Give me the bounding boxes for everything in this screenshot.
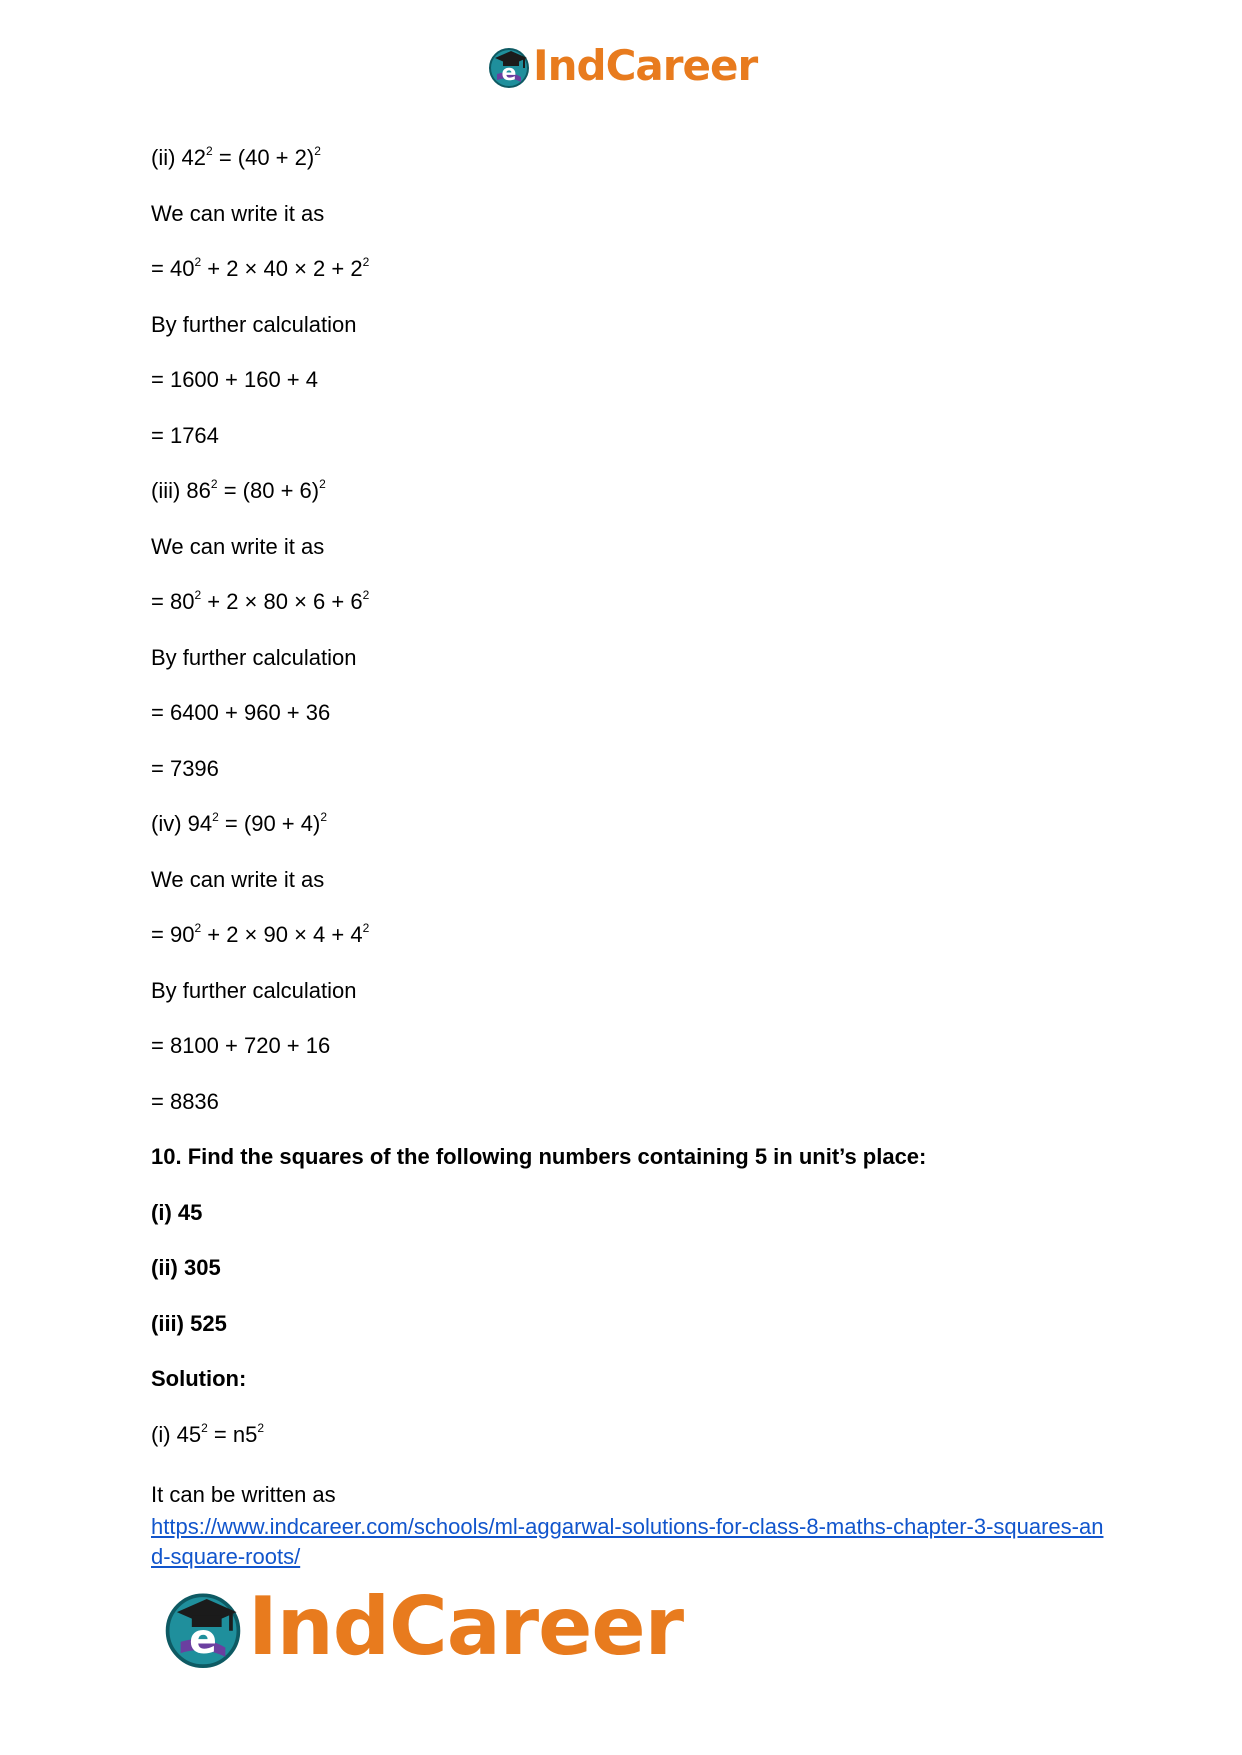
solution-line [151, 143, 1101, 199]
line-text: = 6400 + 960 + 36 [151, 700, 331, 725]
solution-line [151, 976, 1101, 1032]
superscript: 2 [314, 144, 321, 158]
superscript: 2 [210, 477, 218, 491]
line-text: We can write it as [151, 200, 325, 226]
line-text: = (90 + 4) [218, 811, 321, 836]
line-text: = 90 [151, 922, 195, 947]
question-line [151, 1364, 1101, 1420]
solution-line [151, 1031, 1101, 1087]
superscript: 2 [201, 1420, 208, 1435]
solution-line [151, 698, 1101, 754]
superscript: 2 [194, 588, 202, 602]
solution-line [151, 421, 1101, 477]
graduation-globe-icon [487, 44, 531, 88]
solution-line [151, 643, 1101, 699]
solution-line [151, 809, 1101, 865]
superscript: 2 [206, 144, 213, 158]
line-text: + 2 × 80 × 6 + 6 [201, 589, 363, 614]
logo-letter: e [501, 61, 517, 86]
header-logo [487, 40, 757, 92]
superscript: 2 [320, 810, 328, 824]
footer-logo [162, 1582, 683, 1672]
line-text: By further calculation [151, 644, 357, 670]
question-line [151, 1198, 1101, 1254]
line-text: (iii) 86 [151, 478, 211, 503]
line-text: = 7396 [151, 755, 219, 781]
line-text: 10. Find the squares of the following numbers containing 5 in unit’s place: [151, 1144, 927, 1169]
line-text: = n5 [207, 1421, 258, 1447]
line-text: (i) 45 [151, 1199, 203, 1225]
line-text: = 80 [151, 589, 195, 614]
solution-line [151, 532, 1101, 588]
graduation-globe-icon [162, 1586, 244, 1668]
question-line [151, 1253, 1101, 1309]
solution-body [151, 143, 1101, 1475]
superscript: 2 [362, 921, 370, 935]
line-text: = 1600 + 160 + 4 [151, 367, 318, 392]
line-text: = 40 [151, 256, 195, 281]
line-text: + 2 × 90 × 4 + 4 [201, 922, 363, 947]
line-text: We can write it as [151, 866, 325, 892]
line-text: = (80 + 6) [217, 478, 320, 503]
line-text: = 8836 [151, 1088, 219, 1114]
solution-line [151, 1420, 1101, 1476]
solution-line [151, 865, 1101, 921]
line-text: We can write it as [151, 533, 325, 559]
superscript: 2 [194, 921, 202, 935]
solution-line [151, 254, 1101, 310]
brand-name: IndCareer [248, 1580, 684, 1673]
question-line [151, 1309, 1101, 1365]
solution-line [151, 365, 1101, 421]
solution-line [151, 310, 1101, 366]
superscript: 2 [362, 588, 370, 602]
superscript: 2 [194, 255, 202, 269]
superscript: 2 [362, 255, 370, 269]
superscript: 2 [257, 1420, 265, 1435]
superscript: 2 [319, 477, 326, 491]
solution-line [151, 199, 1101, 255]
line-text: By further calculation [151, 311, 357, 337]
line-text: = 1764 [151, 422, 219, 448]
line-text: = 8100 + 720 + 16 [151, 1033, 331, 1058]
solution-line [151, 920, 1101, 976]
paragraph-text: It can be written as [151, 1482, 336, 1507]
solution-line [151, 476, 1101, 532]
line-text: + 2 × 40 × 2 + 2 [201, 256, 363, 281]
logo-letter: e [189, 1615, 217, 1664]
line-text: = (40 + 2) [212, 145, 315, 170]
line-text: (i) 45 [151, 1421, 202, 1447]
solution-line [151, 754, 1101, 810]
superscript: 2 [212, 810, 219, 824]
line-text: (ii) 42 [151, 145, 207, 170]
solution-line [151, 587, 1101, 643]
line-text: (ii) 305 [151, 1255, 221, 1280]
line-text: By further calculation [151, 977, 357, 1003]
line-text: Solution: [151, 1366, 247, 1391]
solution-line [151, 1087, 1101, 1143]
question-line [151, 1142, 1101, 1198]
brand-name: IndCareer [533, 41, 758, 90]
line-text: (iii) 525 [151, 1310, 227, 1336]
source-link[interactable]: https://www.indcareer.com/schools/ml-aggarwal-solutions-for-class-8-maths-chapter-3-squares-and-square-roots/ [151, 1514, 1104, 1569]
line-text: (iv) 94 [151, 811, 213, 836]
